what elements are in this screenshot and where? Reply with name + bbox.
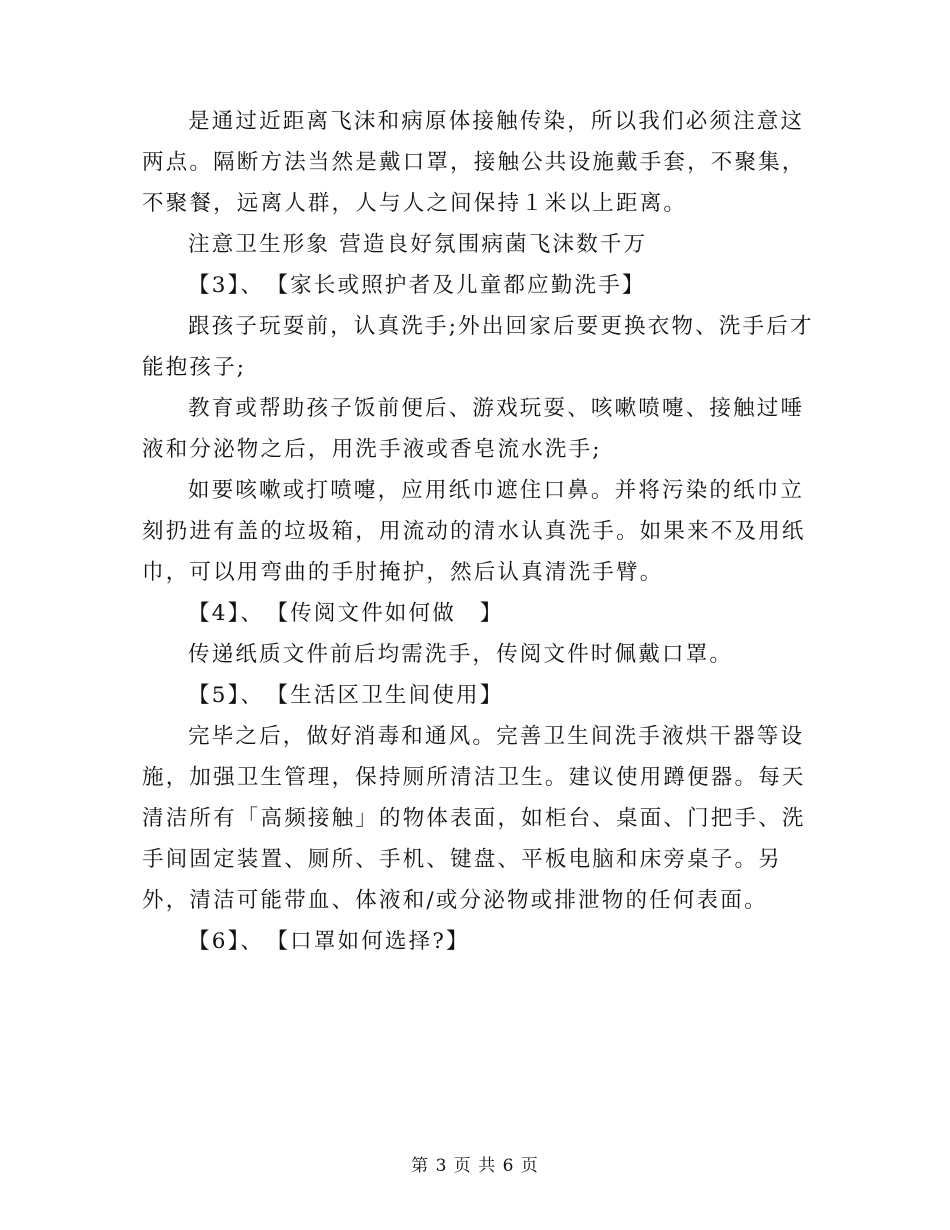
paragraph-subheading: 注意卫生形象 营造良好氛围病菌飞沫数千万 (188, 232, 648, 257)
paragraph-cough-etiquette: 如要咳嗽或打喷嚏，应用纸巾遮住口鼻。并将污染的纸巾立刻扔进有盖的垃圾箱，用流动的清水认真洗手。如果来不及用纸巾，可以用弯曲的手肘掩护，然后认真清洗手臂。 (142, 478, 806, 585)
page-footer: 第 3 页 共 6 页 (411, 1156, 539, 1176)
paragraph-restroom: 完毕之后，做好消毒和通风。完善卫生间洗手液烘干器等设施，加强卫生管理，保持厕所清洁卫生。建议使用蹲便器。每天清洁所有「高频接触」的物体表面，如柜台、桌面、门把手、洗手间固定装置、厕所、手机、键盘、平板电脑和床旁桌子。另外，清洁可能带血、体液和/或分泌物或排泄物的任何表面。 (142, 724, 806, 913)
paragraph-handwash-1: 跟孩子玩耍前，认真洗手;外出回家后要更换衣物、洗手后才能抱孩子; (142, 314, 814, 380)
section-heading-6: 【6】、 【口罩如何选择?】 (188, 929, 470, 954)
document-body (142, 101, 822, 962)
section-heading-5: 【5】、 【生活区卫生间使用】 (188, 683, 504, 708)
paragraph-continued: 是通过近距离飞沫和病原体接触传染，所以我们必须注意这两点。隔断方法当然是戴口罩，接触公共设施戴手套，不聚集，不聚餐，远离人群，人与人之间保持１米以上距离。 (142, 109, 806, 216)
paragraph-documents: 传递纸质文件前后均需洗手，传阅文件时佩戴口罩。 (188, 642, 734, 667)
section-heading-3: 【3】、 【家长或照护者及儿童都应勤洗手】 (188, 273, 646, 298)
section-heading-4: 【4】、 【传阅文件如何做 】 (188, 601, 504, 626)
paragraph-handwash-2: 教育或帮助孩子饭前便后、游戏玩耍、咳嗽喷嚏、接触过唾液和分泌物之后，用洗手液或香皂流水洗手; (142, 396, 805, 462)
